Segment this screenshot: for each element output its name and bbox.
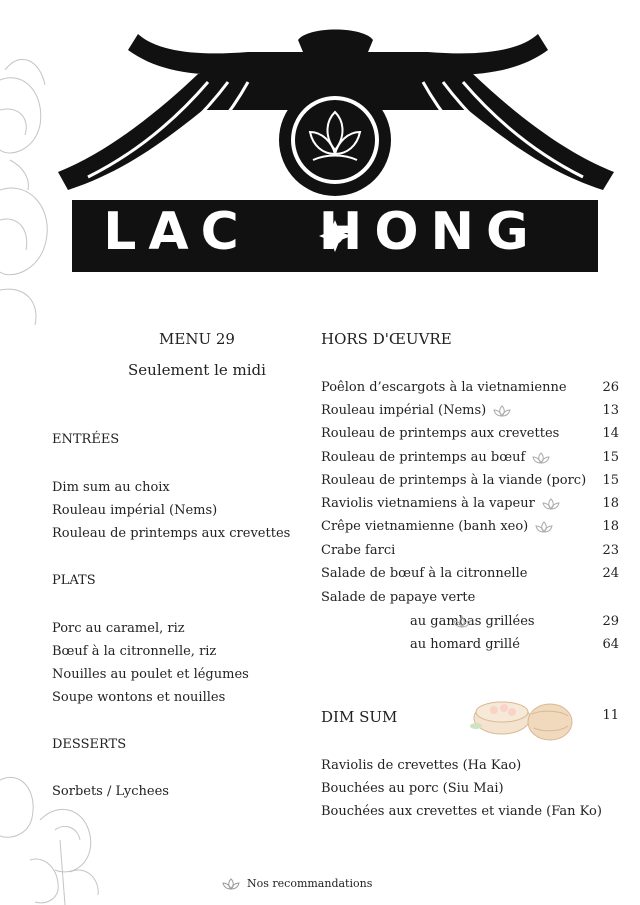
lotus-icon xyxy=(446,614,472,629)
menu-title: MENU 29 xyxy=(159,330,235,348)
menu-item-name: au homard grillé xyxy=(410,637,520,652)
legend-text: Nos recommandations xyxy=(247,877,373,890)
lotus-icon xyxy=(528,519,554,534)
menu-item-price: 13 xyxy=(602,403,619,418)
menu-item-name: Raviolis vietnamiens à la vapeur xyxy=(321,496,535,511)
list-item: Dim sum au choix xyxy=(52,480,170,495)
menu-item-price: 23 xyxy=(602,543,619,558)
dim-sum-title: DIM SUM xyxy=(321,708,398,726)
list-item: Bœuf à la citronnelle, riz xyxy=(52,644,217,659)
dim-sum-item-name: Raviolis de crevettes (Ha Kao) xyxy=(321,758,522,773)
brand-word-left: LAC xyxy=(103,202,251,262)
menu-item-row xyxy=(321,637,619,655)
menu-item-price: 29 xyxy=(602,614,619,629)
menu-item-name: Poêlon d’escargots à la vietnamienne xyxy=(321,380,567,395)
dim-sum-item xyxy=(321,758,619,776)
menu-item-name: Rouleau de printemps à la viande (porc) xyxy=(321,473,587,488)
hors-doeuvre-title: HORS D'ŒUVRE xyxy=(321,330,452,348)
lotus-icon xyxy=(525,450,551,465)
menu-item-row xyxy=(321,380,619,398)
lotus-decoration-bottom-left xyxy=(0,760,110,905)
list-item: Nouilles au poulet et légumes xyxy=(52,667,249,682)
menu-item-name: Rouleau impérial (Nems) xyxy=(321,403,487,418)
menu-item-row xyxy=(321,614,619,632)
section-heading: DESSERTS xyxy=(52,737,127,752)
brand-word-right: HONG xyxy=(318,202,541,262)
menu-subtitle: Seulement le midi xyxy=(128,361,266,379)
menu-item-price: 24 xyxy=(602,566,619,581)
dim-sum-item xyxy=(321,804,619,822)
menu-item-row xyxy=(321,519,619,537)
lotus-icon xyxy=(221,878,241,890)
menu-item-price: 18 xyxy=(602,519,619,534)
menu-item-price: 15 xyxy=(602,450,619,465)
menu-item-price: 18 xyxy=(602,496,619,511)
menu-item-name: Salade de bœuf à la citronnelle xyxy=(321,566,528,581)
menu-item-price: 15 xyxy=(602,473,619,488)
dim-sum-item xyxy=(321,781,619,799)
list-item: Sorbets / Lychees xyxy=(52,784,169,799)
menu-item-row xyxy=(321,543,619,561)
menu-item-name: au gambas grillées xyxy=(410,614,535,629)
brand-wordmark xyxy=(72,196,572,268)
menu-item-row xyxy=(321,496,619,514)
menu-item-row xyxy=(321,566,619,584)
menu-item-row xyxy=(321,590,619,608)
section-heading: ENTRÉES xyxy=(52,432,120,447)
dim-sum-price: 11 xyxy=(602,708,619,723)
menu-item-row xyxy=(321,426,619,444)
list-item: Rouleau impérial (Nems) xyxy=(52,503,218,518)
lotus-icon xyxy=(486,403,512,418)
dim-sum-basket-illustration xyxy=(468,688,576,746)
menu-item-price: 64 xyxy=(602,637,619,652)
menu-item-price: 14 xyxy=(602,426,619,441)
list-item: Soupe wontons et nouilles xyxy=(52,690,226,705)
menu-item-row xyxy=(321,473,619,491)
list-item: Porc au caramel, riz xyxy=(52,621,185,636)
dim-sum-item-name: Bouchées aux crevettes et viande (Fan Ko) xyxy=(321,804,602,819)
lotus-icon xyxy=(535,496,561,511)
section-heading: PLATS xyxy=(52,573,96,588)
menu-item-price: 26 xyxy=(602,380,619,395)
menu-item-row xyxy=(321,403,619,421)
menu-item-name: Rouleau de printemps au bœuf xyxy=(321,450,526,465)
list-item: Rouleau de printemps aux crevettes xyxy=(52,526,291,541)
menu-item-name: Rouleau de printemps aux crevettes xyxy=(321,426,560,441)
menu-item-name: Crêpe vietnamienne (banh xeo) xyxy=(321,519,529,534)
legend xyxy=(221,877,372,890)
menu-item-row xyxy=(321,450,619,468)
menu-item-name: Salade de papaye verte xyxy=(321,590,476,605)
dim-sum-item-name: Bouchées au porc (Siu Mai) xyxy=(321,781,504,796)
menu-item-name: Crabe farci xyxy=(321,543,396,558)
